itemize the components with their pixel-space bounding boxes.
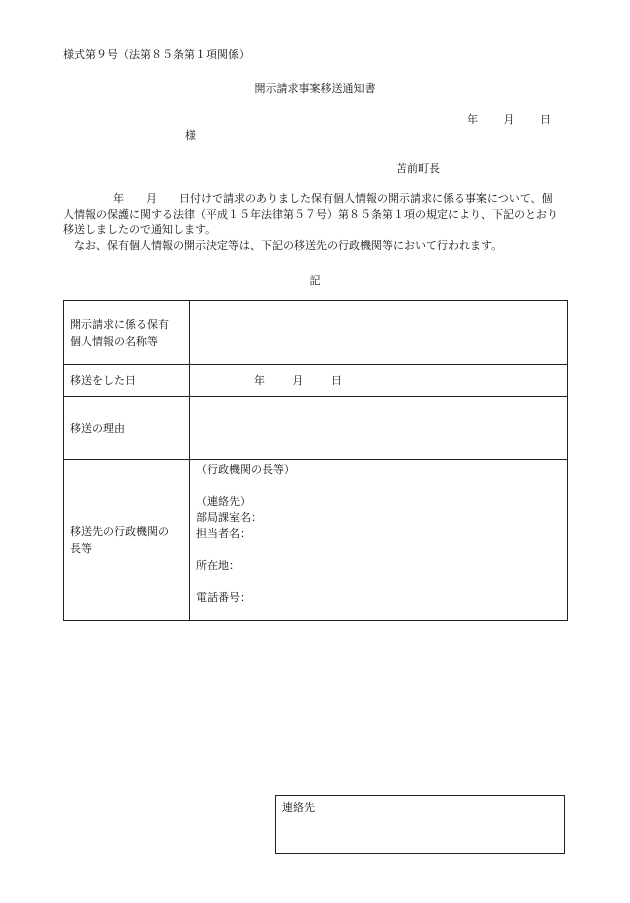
table-row	[64, 397, 568, 460]
phone-label: 電話番号：	[196, 591, 251, 604]
table-row	[64, 365, 568, 397]
transfer-reason-value	[190, 397, 568, 460]
destination-agency-label-line2: 長等	[70, 542, 92, 555]
body-text	[63, 191, 563, 253]
table-row	[64, 460, 568, 621]
contact-box	[275, 795, 565, 854]
transfer-date-value	[190, 365, 568, 397]
body-paragraph-1: 年 月 日付けで請求のありました保有個人情報の開示請求に係る事案について、個人情報の保護に関する法律（平成１５年法律第５７号）第８５条第１項の規定により、下記のとおり移送しましたので通知します。	[63, 192, 558, 236]
transfer-details-table	[63, 300, 568, 621]
spacer	[196, 574, 561, 590]
form-number-label: 様式第９号（法第８５条第１項関係）	[63, 48, 250, 61]
info-name-label	[64, 301, 190, 365]
transfer-date-month: 月	[292, 374, 304, 387]
person-in-charge-label: 担当者名：	[196, 527, 251, 540]
table-row	[64, 301, 568, 365]
info-name-value	[190, 301, 568, 365]
contact-label: （連絡先）	[196, 495, 251, 508]
issue-date-year: 年	[467, 113, 478, 126]
department-label: 部局課室名：	[196, 511, 262, 524]
spacer	[196, 542, 561, 558]
destination-agency-value	[190, 460, 568, 621]
issue-date-line	[467, 111, 551, 127]
destination-agency-label	[64, 460, 190, 621]
destination-agency-label-line1: 移送先の行政機関の	[70, 525, 169, 538]
ki-heading: 記	[309, 274, 321, 287]
issue-date-month: 月	[503, 113, 515, 126]
issue-date-day: 日	[540, 113, 551, 126]
agency-head-label: （行政機関の長等）	[196, 463, 295, 476]
transfer-date-day: 日	[331, 374, 342, 387]
transfer-reason-label: 移送の理由	[64, 397, 190, 460]
address-label: 所在地：	[196, 559, 240, 572]
info-name-label-line1: 開示請求に係る保有	[70, 317, 169, 331]
spacer	[196, 478, 561, 494]
info-name-label-line2: 個人情報の名称等	[70, 334, 158, 348]
body-paragraph-2: なお、保有個人情報の開示決定等は、下記の移送先の行政機関等において行われます。	[74, 238, 503, 252]
transfer-date-year: 年	[254, 374, 265, 387]
sender-name: 苫前町長	[396, 162, 440, 175]
addressee-honorific: 様	[185, 129, 196, 142]
transfer-date-label: 移送をした日	[64, 365, 190, 397]
document-title: 開示請求事案移送通知書	[254, 82, 376, 95]
contact-box-label: 連絡先	[282, 801, 315, 814]
